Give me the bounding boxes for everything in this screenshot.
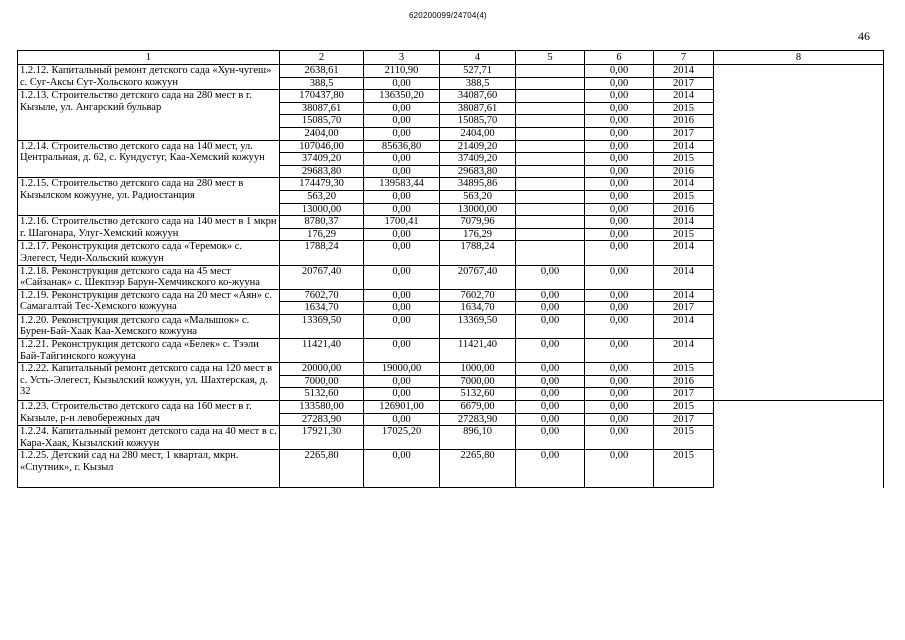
column-header: 8 [714, 51, 884, 65]
value-cell: 20000,00 [280, 363, 364, 376]
item-name: 1.2.21. Реконструкция детского сада «Белек» с. Тээли Бай-Тайгинского кожууна [18, 339, 280, 363]
value-cell [516, 140, 585, 153]
year-cell: 2014 [654, 178, 714, 191]
year-cell: 2015 [654, 401, 714, 414]
value-cell: 0,00 [516, 289, 585, 302]
column-header: 6 [585, 51, 654, 65]
value-cell: 0,00 [364, 450, 440, 488]
year-cell: 2017 [654, 302, 714, 315]
year-cell: 2016 [654, 165, 714, 178]
value-cell: 1000,00 [440, 363, 516, 376]
value-cell: 38087,61 [440, 102, 516, 115]
value-cell: 0,00 [364, 314, 440, 338]
value-cell: 0,00 [585, 363, 654, 376]
value-cell: 0,00 [364, 115, 440, 128]
value-cell: 13000,00 [440, 203, 516, 216]
value-cell: 0,00 [585, 216, 654, 229]
item-name: 1.2.23. Строительство детского сада на 160 мест в г. Кызыле, р-н левобережных дач [18, 401, 280, 426]
value-cell: 176,29 [440, 228, 516, 241]
value-cell: 0,00 [364, 289, 440, 302]
column-header: 4 [440, 51, 516, 65]
value-cell: 0,00 [364, 190, 440, 203]
value-cell [516, 178, 585, 191]
value-cell: 0,00 [516, 265, 585, 289]
value-cell: 126901,00 [364, 401, 440, 414]
value-cell: 107046,00 [280, 140, 364, 153]
value-cell: 0,00 [585, 178, 654, 191]
value-cell: 7079,96 [440, 216, 516, 229]
value-cell [516, 153, 585, 166]
value-cell: 0,00 [585, 388, 654, 401]
value-cell: 0,00 [585, 140, 654, 153]
header-row [18, 51, 884, 65]
value-cell [516, 115, 585, 128]
document-id: 620200099/24704(4) [409, 11, 487, 20]
value-cell: 0,00 [516, 426, 585, 450]
item-name: 1.2.12. Капитальный ремонт детского сада «Хун-чугеш» с. Суг-Аксы Сут-Хольского кожуун [18, 65, 280, 90]
value-cell: 0,00 [585, 153, 654, 166]
item-name: 1.2.14. Строительство детского сада на 140 мест, ул. Центральная, д. 62, с. Кундустуг, Каа-Хемский кожуун [18, 140, 280, 178]
year-cell: 2014 [654, 140, 714, 153]
value-cell: 2265,80 [440, 450, 516, 488]
year-cell: 2016 [654, 115, 714, 128]
value-cell: 1700,41 [364, 216, 440, 229]
value-cell: 0,00 [585, 203, 654, 216]
value-cell: 0,00 [364, 77, 440, 90]
item-name: 1.2.18. Реконструкция детского сада на 45 мест «Сайзанак» с. Шекпээр Барун-Хемчикского ко-жууна [18, 265, 280, 289]
value-cell [516, 77, 585, 90]
value-cell: 13000,00 [280, 203, 364, 216]
value-cell: 527,71 [440, 65, 516, 78]
column-header: 5 [516, 51, 585, 65]
column-header: 2 [280, 51, 364, 65]
value-cell: 0,00 [516, 413, 585, 426]
year-cell: 2014 [654, 314, 714, 338]
year-cell: 2015 [654, 228, 714, 241]
value-cell: 0,00 [364, 203, 440, 216]
year-cell: 2015 [654, 426, 714, 450]
item-name: 1.2.19. Реконструкция детского сада на 20 мест «Аян» с. Самагалтай Тес-Хемского кожууна [18, 289, 280, 314]
year-cell: 2015 [654, 450, 714, 488]
value-cell: 388,5 [440, 77, 516, 90]
value-cell: 0,00 [585, 426, 654, 450]
item-name: 1.2.22. Капитальный ремонт детского сада на 120 мест в с. Усть-Элегест, Кызылский кожуун, ул. Шахтерская, д. 32 [18, 363, 280, 401]
item-name: 1.2.24. Капитальный ремонт детского сада на 40 мест в с. Кара-Хаак, Кызылский кожуун [18, 426, 280, 450]
value-cell: 29683,80 [440, 165, 516, 178]
value-cell: 15085,70 [280, 115, 364, 128]
value-cell [516, 90, 585, 103]
value-cell: 0,00 [364, 127, 440, 140]
value-cell: 0,00 [516, 339, 585, 363]
value-cell: 0,00 [585, 375, 654, 388]
value-cell: 13369,50 [440, 314, 516, 338]
value-cell: 0,00 [364, 413, 440, 426]
value-cell [516, 190, 585, 203]
year-cell: 2015 [654, 363, 714, 376]
value-cell: 0,00 [516, 450, 585, 488]
value-cell: 0,00 [364, 339, 440, 363]
value-cell: 2404,00 [280, 127, 364, 140]
year-cell: 2015 [654, 153, 714, 166]
value-cell: 176,29 [280, 228, 364, 241]
value-cell [516, 216, 585, 229]
column-header: 1 [18, 51, 280, 65]
value-cell: 34087,60 [440, 90, 516, 103]
value-cell: 0,00 [585, 314, 654, 338]
budget-table [17, 50, 884, 488]
page-number: 46 [858, 29, 870, 43]
value-cell: 0,00 [585, 289, 654, 302]
value-cell: 2404,00 [440, 127, 516, 140]
year-cell: 2015 [654, 102, 714, 115]
item-name: 1.2.16. Строительство детского сада на 140 мест в 1 мкрн г. Шагонара, Улуг-Хемский кожуун [18, 216, 280, 241]
value-cell: 0,00 [364, 165, 440, 178]
value-cell: 1788,24 [280, 241, 364, 265]
year-cell: 2017 [654, 388, 714, 401]
item-name: 1.2.20. Реконструкция детского сада «Малышок» с. Бурен-Бай-Хаак Каа-Хемского кожууна [18, 314, 280, 338]
value-cell: 0,00 [585, 127, 654, 140]
value-cell: 29683,80 [280, 165, 364, 178]
value-cell: 174479,30 [280, 178, 364, 191]
item-name: 1.2.25. Детский сад на 280 мест, 1 квартал, мкрн. «Спутник», г. Кызыл [18, 450, 280, 488]
value-cell: 0,00 [585, 265, 654, 289]
value-cell: 15085,70 [440, 115, 516, 128]
year-cell: 2017 [654, 413, 714, 426]
value-cell: 170437,80 [280, 90, 364, 103]
value-cell: 38087,61 [280, 102, 364, 115]
item-name: 1.2.15. Строительство детского сада на 280 мест в Кызылском кожууне, ул. Радиостанция [18, 178, 280, 216]
value-cell: 1634,70 [440, 302, 516, 315]
value-cell: 0,00 [585, 413, 654, 426]
table-body [18, 65, 884, 488]
value-cell: 0,00 [585, 401, 654, 414]
value-cell: 85636,80 [364, 140, 440, 153]
value-cell: 0,00 [364, 228, 440, 241]
table-row [18, 450, 884, 488]
value-cell: 7000,00 [440, 375, 516, 388]
value-cell: 19000,00 [364, 363, 440, 376]
value-cell: 0,00 [364, 241, 440, 265]
value-cell: 0,00 [585, 115, 654, 128]
year-cell: 2016 [654, 375, 714, 388]
value-cell: 11421,40 [280, 339, 364, 363]
year-cell: 2014 [654, 265, 714, 289]
year-cell: 2017 [654, 77, 714, 90]
value-cell: 17025,20 [364, 426, 440, 450]
value-cell: 0,00 [364, 265, 440, 289]
value-cell: 2638,61 [280, 65, 364, 78]
value-cell: 0,00 [364, 302, 440, 315]
value-cell: 27283,90 [440, 413, 516, 426]
value-cell: 5132,60 [440, 388, 516, 401]
year-cell: 2016 [654, 203, 714, 216]
value-cell: 0,00 [364, 388, 440, 401]
value-cell: 6679,00 [440, 401, 516, 414]
value-cell: 0,00 [516, 302, 585, 315]
value-cell: 136350,20 [364, 90, 440, 103]
value-cell: 0,00 [585, 165, 654, 178]
item-name: 1.2.13. Строительство детского сада на 280 мест в г. Кызыле, ул. Ангарский бульвар [18, 90, 280, 140]
value-cell: 21409,20 [440, 140, 516, 153]
value-cell [516, 228, 585, 241]
value-cell: 0,00 [585, 190, 654, 203]
value-cell: 20767,40 [280, 265, 364, 289]
value-cell: 0,00 [516, 375, 585, 388]
value-cell: 563,20 [280, 190, 364, 203]
value-cell [516, 241, 585, 265]
value-cell: 37409,20 [280, 153, 364, 166]
value-cell: 0,00 [364, 153, 440, 166]
value-cell: 0,00 [585, 228, 654, 241]
value-cell: 0,00 [364, 375, 440, 388]
value-cell: 13369,50 [280, 314, 364, 338]
year-cell: 2014 [654, 90, 714, 103]
value-cell: 11421,40 [440, 339, 516, 363]
table-row [18, 426, 884, 450]
value-cell: 0,00 [585, 339, 654, 363]
value-cell: 2110,90 [364, 65, 440, 78]
value-cell: 0,00 [516, 314, 585, 338]
value-cell: 0,00 [585, 77, 654, 90]
table-row [18, 65, 884, 78]
value-cell: 37409,20 [440, 153, 516, 166]
value-cell [516, 203, 585, 216]
year-cell: 2015 [654, 190, 714, 203]
value-cell: 0,00 [585, 450, 654, 488]
value-cell: 0,00 [516, 401, 585, 414]
value-cell: 27283,90 [280, 413, 364, 426]
value-cell: 1788,24 [440, 241, 516, 265]
column-header: 3 [364, 51, 440, 65]
value-cell: 0,00 [516, 363, 585, 376]
value-cell: 0,00 [585, 241, 654, 265]
year-cell: 2014 [654, 65, 714, 78]
value-cell: 8780,37 [280, 216, 364, 229]
value-cell: 5132,60 [280, 388, 364, 401]
value-cell: 0,00 [364, 102, 440, 115]
year-cell: 2014 [654, 339, 714, 363]
value-cell: 17921,30 [280, 426, 364, 450]
value-cell: 0,00 [585, 102, 654, 115]
item-name: 1.2.17. Реконструкция детского сада «Теремок» с. Элегест, Чеди-Хольский кожуун [18, 241, 280, 265]
year-cell: 2014 [654, 289, 714, 302]
value-cell: 7000,00 [280, 375, 364, 388]
value-cell: 133580,00 [280, 401, 364, 414]
value-cell: 2265,80 [280, 450, 364, 488]
value-cell: 0,00 [585, 90, 654, 103]
value-cell: 896,10 [440, 426, 516, 450]
value-cell: 34895,86 [440, 178, 516, 191]
table-row [18, 401, 884, 414]
value-cell: 139583,44 [364, 178, 440, 191]
value-cell [516, 165, 585, 178]
value-cell: 7602,70 [440, 289, 516, 302]
value-cell [516, 65, 585, 78]
value-cell: 20767,40 [440, 265, 516, 289]
value-cell: 563,20 [440, 190, 516, 203]
value-cell: 0,00 [585, 65, 654, 78]
value-cell [516, 127, 585, 140]
value-cell: 0,00 [585, 302, 654, 315]
year-cell: 2017 [654, 127, 714, 140]
value-cell: 388,5 [280, 77, 364, 90]
year-cell: 2014 [654, 216, 714, 229]
value-cell [516, 102, 585, 115]
column-header: 7 [654, 51, 714, 65]
value-cell: 1634,70 [280, 302, 364, 315]
value-cell: 0,00 [516, 388, 585, 401]
value-cell: 7602,70 [280, 289, 364, 302]
notes-column [714, 65, 884, 401]
year-cell: 2014 [654, 241, 714, 265]
